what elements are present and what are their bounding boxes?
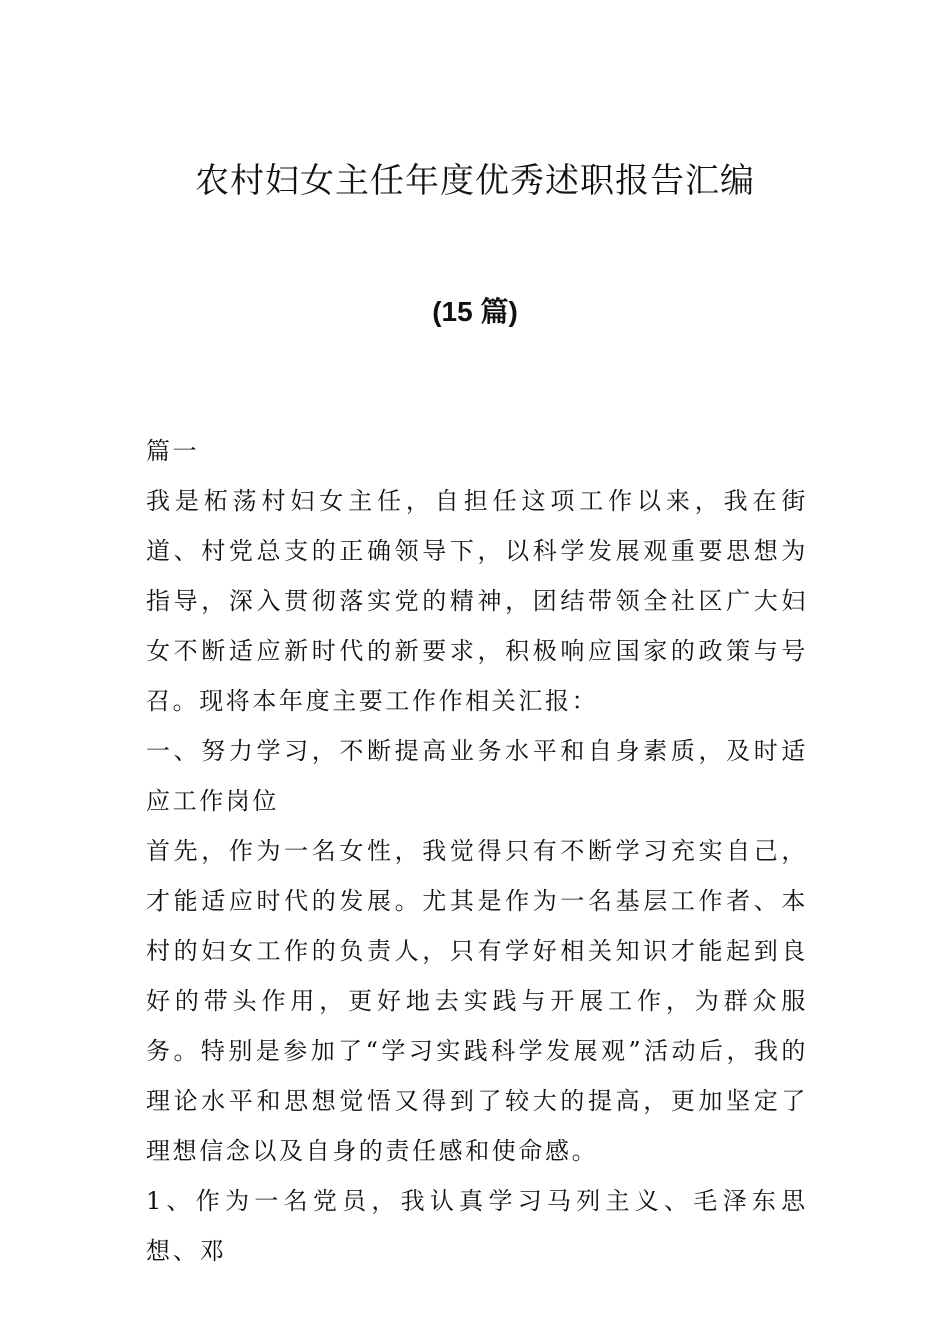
document-body xyxy=(146,426,808,1276)
body-paragraph: 首先，作为一名女性，我觉得只有不断学习充实自己，才能适应时代的发展。尤其是作为一名基层工作者、本村的妇女工作的负责人，只有学好相关知识才能起到良好的带头作用，更好地去实践与开展工作，为群众服务。特别是参加了“学习实践科学发展观”活动后，我的理论水平和思想觉悟又得到了较大的提高，更加坚定了理想信念以及自身的责任感和使命感。 xyxy=(146,837,808,1165)
list-item-paragraph: 1、作为一名党员，我认真学习马列主义、毛泽东思想、邓 xyxy=(146,1187,808,1265)
section-heading: 篇一 xyxy=(146,437,200,465)
intro-paragraph: 我是柘荡村妇女主任，自担任这项工作以来，我在街道、村党总支的正确领导下，以科学发展观重要思想为指导，深入贯彻落实党的精神，团结带领全社区广大妇女不断适应新时代的新要求，积极响应国家的政策与号召。现将本年度主要工作作相关汇报： xyxy=(146,487,808,715)
document-subtitle: (15 篇) xyxy=(432,296,518,327)
document-title: 农村妇女主任年度优秀述职报告汇编 xyxy=(195,161,755,201)
section-one-heading: 一、努力学习，不断提高业务水平和自身素质，及时适应工作岗位 xyxy=(146,737,808,815)
